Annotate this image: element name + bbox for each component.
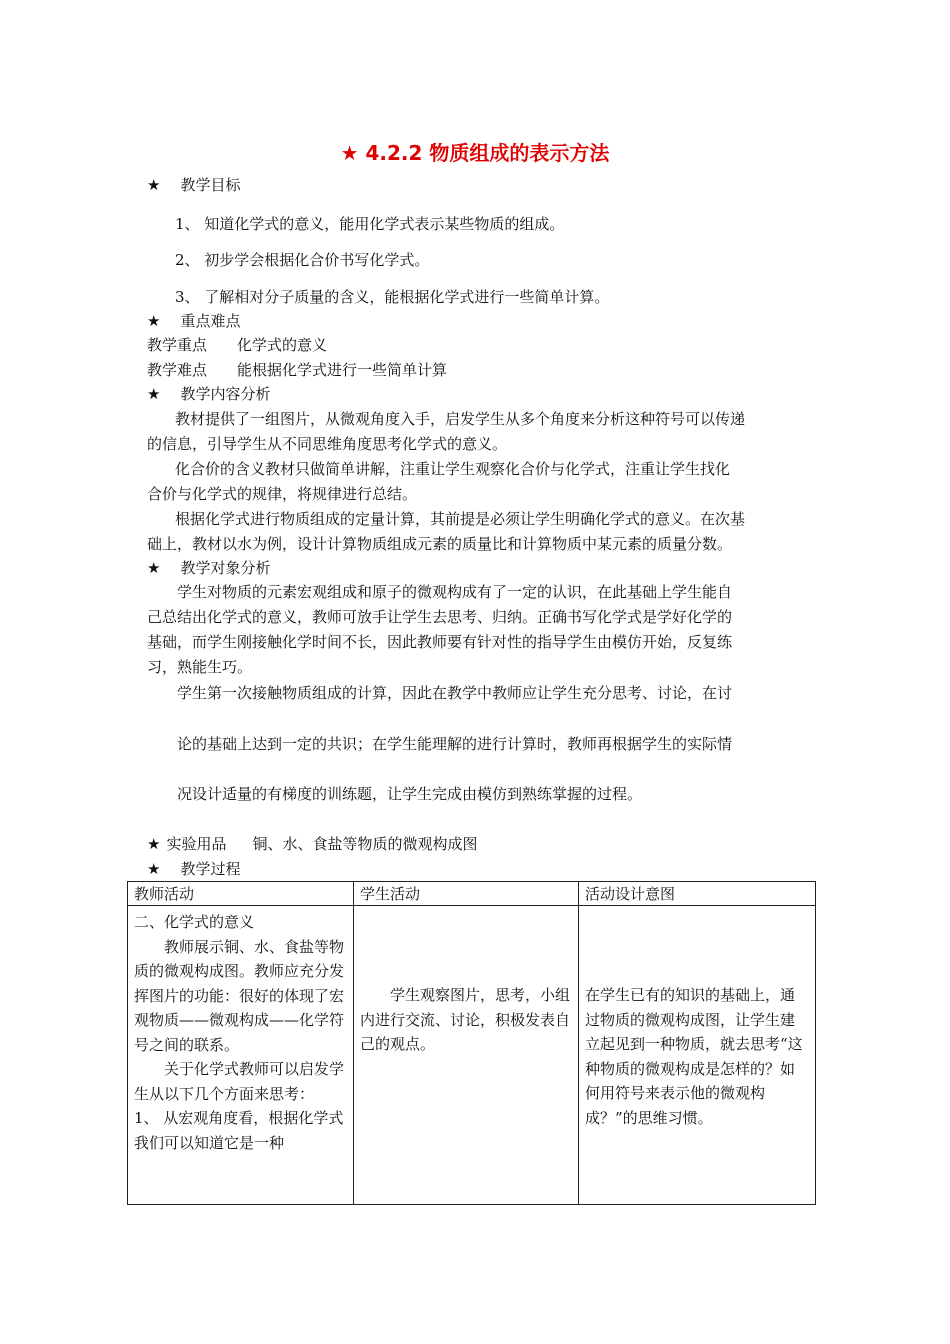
design-intent-text: 在学生已有的知识的基础上，通过物质的微观构成图，让学生建立起见到一种物质，就去思考“这种物质的微观构成是怎样的？如何用符号来表示他的微观构成？”的思维习惯。 [585,986,803,1127]
star-icon: ★ [147,835,161,853]
goal-item-1: 1、 知道化学式的意义，能用化学式表示某些物质的组成。 [175,215,565,233]
section-key-heading: ★ 重点难点 [147,312,241,330]
table-header-row [128,882,816,906]
difficulty-label: 教学难点 [147,361,208,379]
section-process-heading: ★ 教学过程 [147,860,241,878]
section-goals-heading: ★ 教学目标 [147,176,241,194]
content-line: 根据化学式进行物质组成的定量计算，其前提是必须让学生明确化学式的意义。在次基 [175,510,746,528]
supplies-heading: 实验用品 [166,835,227,853]
object-line: 学生对物质的元素宏观组成和原子的微观构成有了一定的认识，在此基础上学生能自 [177,583,733,601]
column-header-intent: 活动设计意图 [579,882,816,906]
table-row [128,906,816,1205]
design-intent-cell [579,906,816,1205]
star-icon: ★ [147,860,161,878]
object-line: 学生第一次接触物质组成的计算，因此在教学中教师应让学生充分思考、讨论，在讨 [177,684,733,702]
teacher-activity-cell [128,906,354,1205]
teacher-line: 教师展示铜、水、食盐等物质的微观构成图。教师应充分发挥图片的功能：很好的体现了宏观物质——微观构成——化学符号之间的联系。 [134,937,345,1054]
student-activity-text: 学生观察图片，思考，小组内进行交流、讨论，积极发表自己的观点。 [360,986,571,1053]
focus-text: 化学式的意义 [237,336,328,354]
section-object-heading: ★ 教学对象分析 [147,559,271,577]
supplies-text: 铜、水、食盐等物质的微观构成图 [252,835,478,853]
teacher-line: 二、化学式的意义 [134,913,255,931]
object-line: 论的基础上达到一定的共识；在学生能理解的进行计算时，教师再根据学生的实际情 [177,735,733,753]
difficulty-row [147,363,447,378]
goal-item-2: 2、 初步学会根据化合价书写化学式。 [175,251,430,269]
focus-label: 教学重点 [147,336,208,354]
star-icon: ★ [147,312,161,330]
object-line: 况设计适量的有梯度的训练题，让学生完成由模仿到熟练掌握的过程。 [177,785,643,803]
page-title: ★ 4.2.2 物质组成的表示方法 [340,141,610,165]
goal-item-3: 3、 了解相对分子质量的含义，能根据化学式进行一些简单计算。 [175,288,610,306]
content-line: 教材提供了一组图片，从微观角度入手，启发学生从多个角度来分析这种符号可以传递 [175,410,746,428]
star-icon: ★ [147,559,161,577]
content-line: 化合价的含义教材只做简单讲解，注重让学生观察化合价与化学式，注重让学生找化 [175,460,731,478]
focus-row [147,338,327,353]
object-line: 习，熟能生巧。 [147,658,253,676]
column-header-teacher: 教师活动 [128,882,354,906]
difficulty-text: 能根据化学式进行一些简单计算 [237,361,448,379]
star-icon: ★ [147,385,161,403]
teacher-line: 1、 从宏观角度看，根据化学式我们可以知道它是一种 [134,1109,344,1152]
section-content-heading: ★ 教学内容分析 [147,385,271,403]
content-line: 的信息，引导学生从不同思维角度思考化学式的意义。 [147,435,508,453]
section-supplies [147,837,477,852]
teacher-line: 关于化学式教师可以启发学生从以下几个方面来思考： [134,1060,345,1103]
object-line: 基础，而学生刚接触化学时间不长，因此教师要有针对性的指导学生由模仿开始，反复练 [147,633,733,651]
object-line: 己总结出化学式的意义，教师可放手让学生去思考、归纳。正确书写化学式是学好化学的 [147,608,733,626]
content-line: 础上，教材以水为例，设计计算物质组成元素的质量比和计算物质中某元素的质量分数。 [147,535,733,553]
process-table [127,881,816,1205]
column-header-student: 学生活动 [354,882,579,906]
student-activity-cell [354,906,579,1205]
content-line: 合价与化学式的规律，将规律进行总结。 [147,485,418,503]
star-icon: ★ [147,176,161,194]
